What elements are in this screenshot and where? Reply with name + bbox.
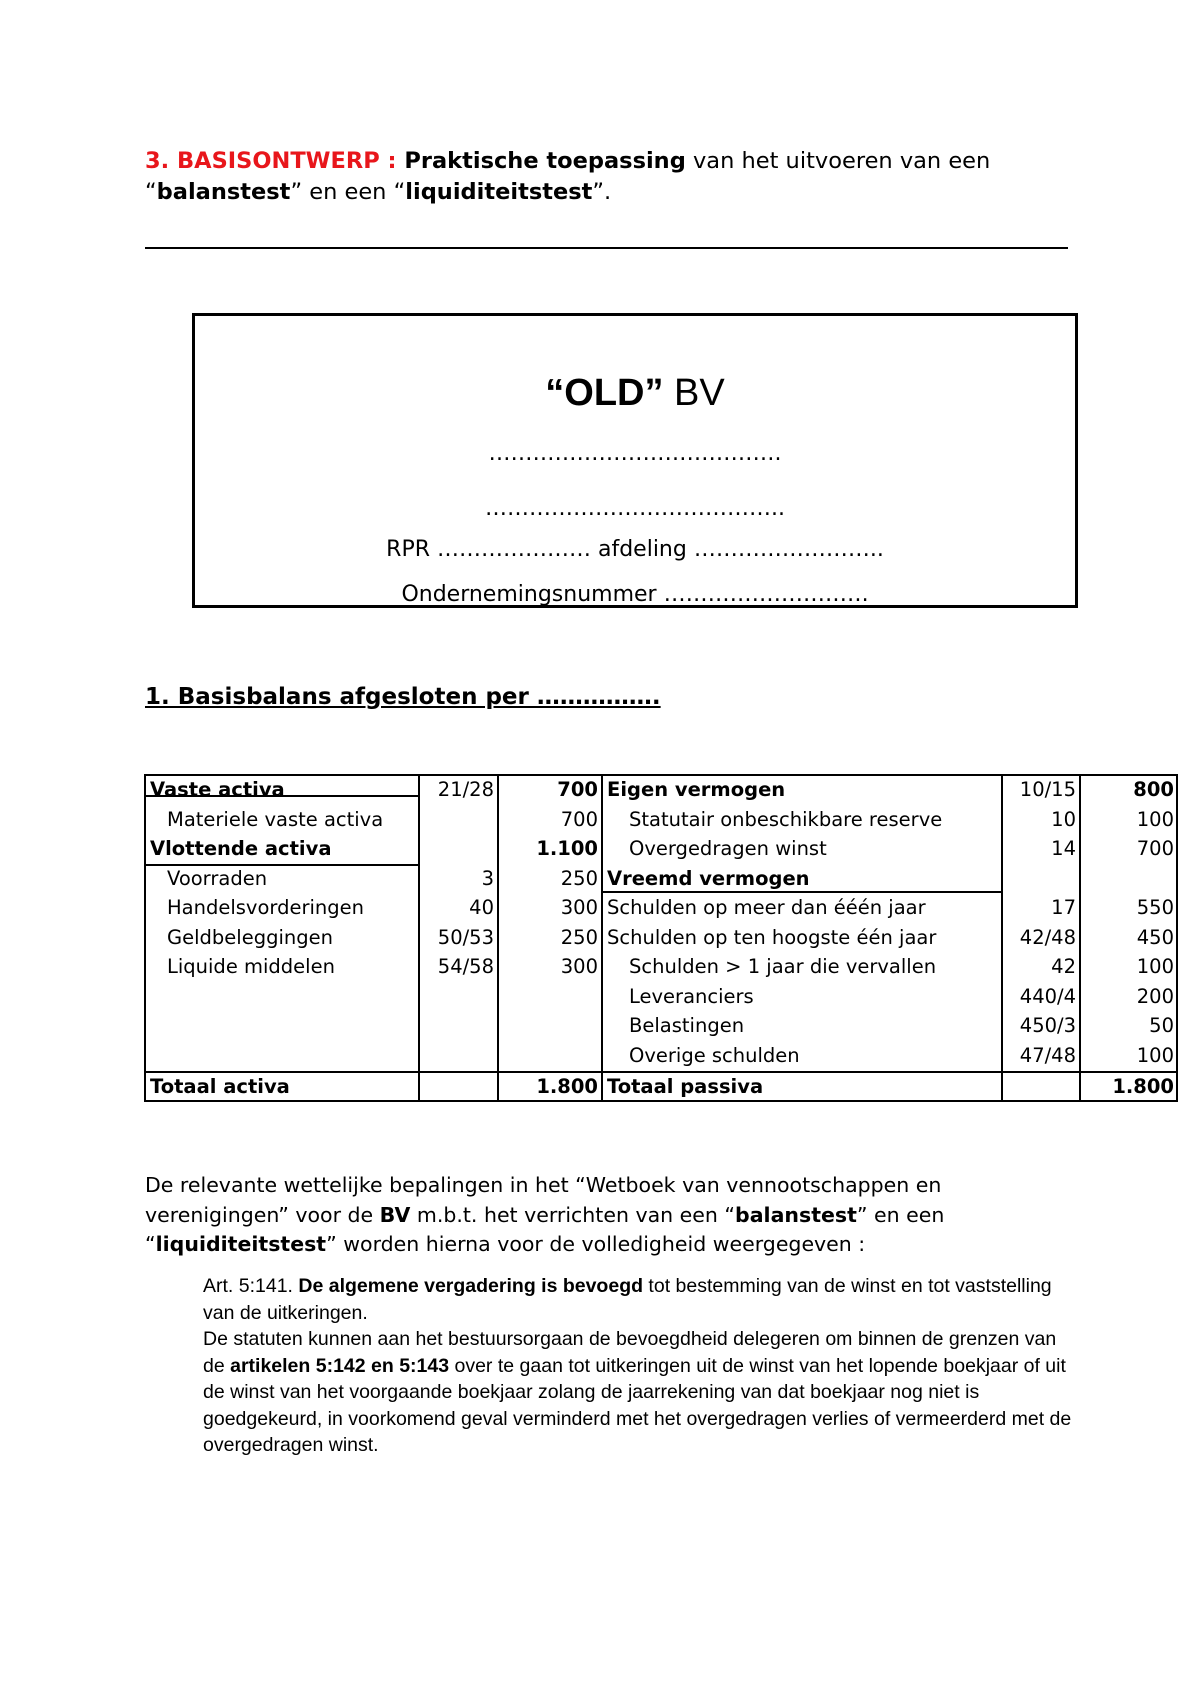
column-divider xyxy=(418,776,420,1100)
activa-row-amount: 700 xyxy=(560,807,598,831)
activa-row-code: 3 xyxy=(481,866,494,890)
activa-row-code: 21/28 xyxy=(437,778,494,801)
passiva-row-amount: 800 xyxy=(1133,778,1174,801)
column-divider xyxy=(601,776,603,1100)
passiva-row-code: 450/3 xyxy=(1019,1014,1076,1037)
page-heading xyxy=(145,146,1075,208)
intro-text: De relevante wettelijke bepalingen in het “Wetboek van vennootschappen en verenigingen” voor de xyxy=(145,1173,942,1227)
totaal-passiva-amount: 1.800 xyxy=(1112,1075,1174,1098)
passiva-row-label: Eigen vermogen xyxy=(607,778,786,801)
passiva-row-amount: 700 xyxy=(1136,837,1174,860)
intro-text: m.b.t. het verrichten van een “ xyxy=(410,1202,736,1227)
activa-row-label: Voorraden xyxy=(167,866,268,890)
passiva-row-label: Schulden op ten hoogste één jaar xyxy=(607,925,937,949)
heading-bold-3: liquiditeitstest xyxy=(405,179,593,205)
activa-row-label: Vaste activa xyxy=(150,778,285,801)
heading-separator: : xyxy=(379,148,405,174)
passiva-row-label: Schulden > 1 jaar die vervallen xyxy=(629,955,937,978)
totaal-passiva-label: Totaal passiva xyxy=(607,1075,764,1098)
balance-sheet-table xyxy=(144,774,1178,1102)
section-title: 1. Basisbalans afgesloten per ……………. xyxy=(145,684,661,710)
passiva-row-code: 42 xyxy=(1051,955,1076,978)
passiva-row-code: 17 xyxy=(1051,896,1076,919)
totaal-activa-amount: 1.800 xyxy=(536,1075,598,1098)
article-text: tot bestemming van de winst en tot vaststelling van de uitkeringen. xyxy=(203,1275,1052,1324)
article-quote xyxy=(203,1273,1083,1459)
intro-bold: BV xyxy=(379,1202,411,1227)
heading-text-3: ”. xyxy=(592,179,612,205)
company-name xyxy=(195,372,1075,415)
heading-prefix: 3. BASISONTWERP xyxy=(145,148,380,174)
company-dotted-line-1: …………………………………. xyxy=(488,441,782,466)
passiva-row-amount: 450 xyxy=(1136,925,1174,949)
passiva-row-label: Overige schulden xyxy=(629,1043,800,1067)
passiva-row-amount: 100 xyxy=(1136,1043,1174,1067)
passiva-row-amount xyxy=(1082,865,1174,893)
heading-bold-2: balanstest xyxy=(156,179,291,205)
activa-row-label: Geldbeleggingen xyxy=(167,925,333,949)
activa-row-code: 54/58 xyxy=(437,955,494,978)
article-text: De statuten kunnen aan het bestuursorgaan de bevoegdheid delegeren om binnen de grenzen van de xyxy=(203,1328,1057,1377)
activa-row-amount: 250 xyxy=(560,925,598,949)
activa-row-code: 50/53 xyxy=(437,925,494,949)
column-divider xyxy=(497,776,499,1100)
article-bold: artikelen 5:142 en 5:143 xyxy=(230,1354,450,1377)
intro-text: ” worden hierna voor de volledigheid weergegeven : xyxy=(326,1232,866,1256)
column-divider xyxy=(1079,776,1081,1100)
article-bold: De algemene vergadering is bevoegd xyxy=(298,1275,644,1297)
article-paragraph-2 xyxy=(203,1326,1083,1459)
intro-bold: liquiditeitstest xyxy=(155,1232,327,1256)
column-divider xyxy=(1001,776,1003,1100)
activa-row-label: Liquide middelen xyxy=(167,955,335,978)
activa-row-amount: 1.100 xyxy=(536,837,598,860)
activa-row-label: Handelsvorderingen xyxy=(167,896,364,919)
company-dotted-line-2: ………………………………….. xyxy=(485,496,785,521)
passiva-row-label: Vreemd vermogen xyxy=(607,866,810,890)
passiva-row-amount: 200 xyxy=(1136,984,1174,1008)
passiva-row-amount: 100 xyxy=(1136,955,1174,978)
passiva-row-label: Belastingen xyxy=(629,1014,745,1037)
heading-divider xyxy=(145,247,1068,249)
passiva-row-code: 440/4 xyxy=(1019,984,1076,1008)
passiva-row-amount: 50 xyxy=(1149,1014,1174,1037)
intro-bold: balanstest xyxy=(735,1202,857,1227)
intro-text: ” en een “ xyxy=(145,1202,945,1256)
activa-row-amount: 700 xyxy=(557,778,598,801)
intro-paragraph xyxy=(145,1171,1075,1260)
passiva-row-code: 10 xyxy=(1051,807,1076,831)
activa-row-code: 40 xyxy=(469,896,494,919)
activa-row-label: Vlottende activa xyxy=(150,837,332,860)
passiva-row-label: Statutair onbeschikbare reserve xyxy=(629,807,943,831)
company-name-bold: “OLD” xyxy=(545,372,664,414)
passiva-row-amount: 100 xyxy=(1136,807,1174,831)
heading-text-1: van het uitvoeren van een “ xyxy=(145,148,991,205)
passiva-row-label: Overgedragen winst xyxy=(629,837,827,860)
passiva-row-code xyxy=(1004,865,1076,893)
passiva-row-code: 10/15 xyxy=(1019,778,1076,801)
activa-row-label: Materiele vaste activa xyxy=(167,807,384,831)
passiva-row-amount: 550 xyxy=(1136,896,1174,919)
activa-row-amount: 300 xyxy=(560,896,598,919)
article-text: Art. 5:141. xyxy=(203,1275,299,1297)
company-number-line: Ondernemingsnummer ………………………. xyxy=(401,582,869,607)
passiva-row-code: 47/48 xyxy=(1019,1043,1076,1067)
company-rpr-line: RPR ………………… afdeling …………………….. xyxy=(386,537,884,562)
activa-row-code xyxy=(421,806,494,834)
company-identification-box xyxy=(192,313,1078,608)
activa-row-code xyxy=(421,835,494,863)
article-text: over te gaan tot uitkeringen uit de winst van het lopende boekjaar of uit de winst van het voorgaande boekjaar zolang de jaarrekening van dat boekjaar nog niet is goedgekeurd, in voorkomend geval verminderd met het overgedragen verlies of vermeerderd met de overgedragen winst. xyxy=(203,1354,1072,1456)
heading-bold-1: Praktische toepassing xyxy=(404,148,686,174)
activa-row-amount: 300 xyxy=(560,955,598,978)
passiva-row-label: Leveranciers xyxy=(629,984,754,1008)
company-name-suffix: BV xyxy=(663,372,725,414)
heading-text-2: ” en een “ xyxy=(290,179,406,205)
passiva-row-code: 42/48 xyxy=(1019,925,1076,949)
passiva-row-label: Schulden op meer dan ééén jaar xyxy=(607,896,926,919)
passiva-row-code: 14 xyxy=(1051,837,1076,860)
article-paragraph-1 xyxy=(203,1273,1083,1326)
activa-row-amount: 250 xyxy=(560,866,598,890)
totaal-activa-label: Totaal activa xyxy=(150,1075,290,1098)
